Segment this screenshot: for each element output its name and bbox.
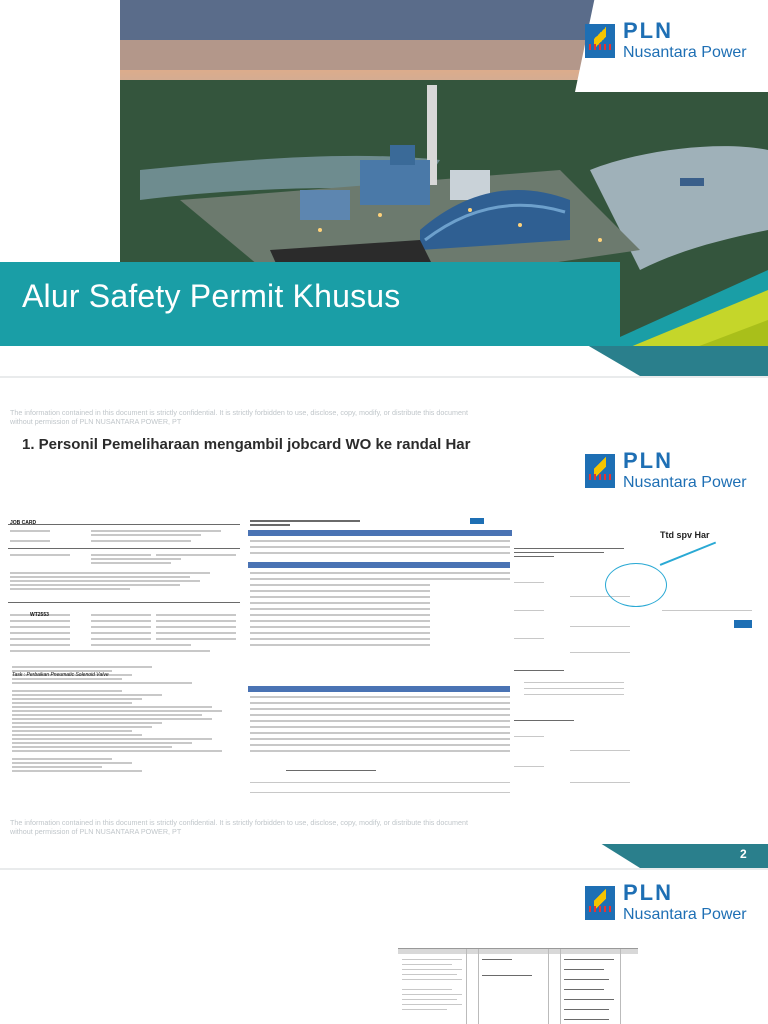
- slide-step-2: [0, 870, 768, 1024]
- footer-white: [0, 346, 640, 376]
- confidential-notice: The information contained in this document is strictly confidential. It is strictly forbidden to use, disclose, copy, modify, or distribute this document without permission of PLN NUSANTARA POWER, PT: [10, 408, 468, 427]
- brand-subtitle: Nusantara Power: [623, 906, 747, 923]
- step-heading: 1. Personil Pemeliharaan mengambil jobcard WO ke randal Har: [22, 436, 471, 453]
- annotation-label: Ttd spv Har: [660, 530, 710, 540]
- slide-step-1: [0, 378, 768, 868]
- footer-confidential: The information contained in this document is strictly confidential. It is strictly forbidden to use, disclose, copy, modify, or distribute this document without permission of PLN NUSANTARA POWER, PT: [10, 818, 468, 837]
- pln-lightning-icon: [585, 886, 615, 920]
- pln-logo: [585, 20, 747, 61]
- page-number: 2: [740, 847, 747, 861]
- pln-logo: [585, 450, 747, 491]
- hazard-table: [398, 948, 638, 1024]
- task-description: Task : Perbaikan Pneumatic Solenoid Valve: [12, 672, 109, 678]
- page-title: Alur Safety Permit Khusus: [22, 278, 401, 314]
- task-number: WT2553: [30, 612, 49, 618]
- brand-subtitle: Nusantara Power: [623, 44, 747, 61]
- brand-name: PLN: [623, 448, 673, 473]
- brand-subtitle: Nusantara Power: [623, 474, 747, 491]
- pln-logo: [585, 882, 747, 923]
- brand-name: PLN: [623, 880, 673, 905]
- job-card-label: JOB CARD: [10, 520, 37, 526]
- pln-lightning-icon: [585, 24, 615, 58]
- pln-lightning-icon: [585, 454, 615, 488]
- labor-tools-document: [246, 514, 514, 814]
- highlight-oval: [605, 563, 667, 607]
- job-card-document: [6, 514, 244, 804]
- pjb-logo: [734, 620, 752, 628]
- brand-name: PLN: [623, 18, 673, 43]
- annotation-arrow: [660, 542, 716, 566]
- footer-white: [0, 844, 640, 868]
- slide-cover: [0, 0, 768, 376]
